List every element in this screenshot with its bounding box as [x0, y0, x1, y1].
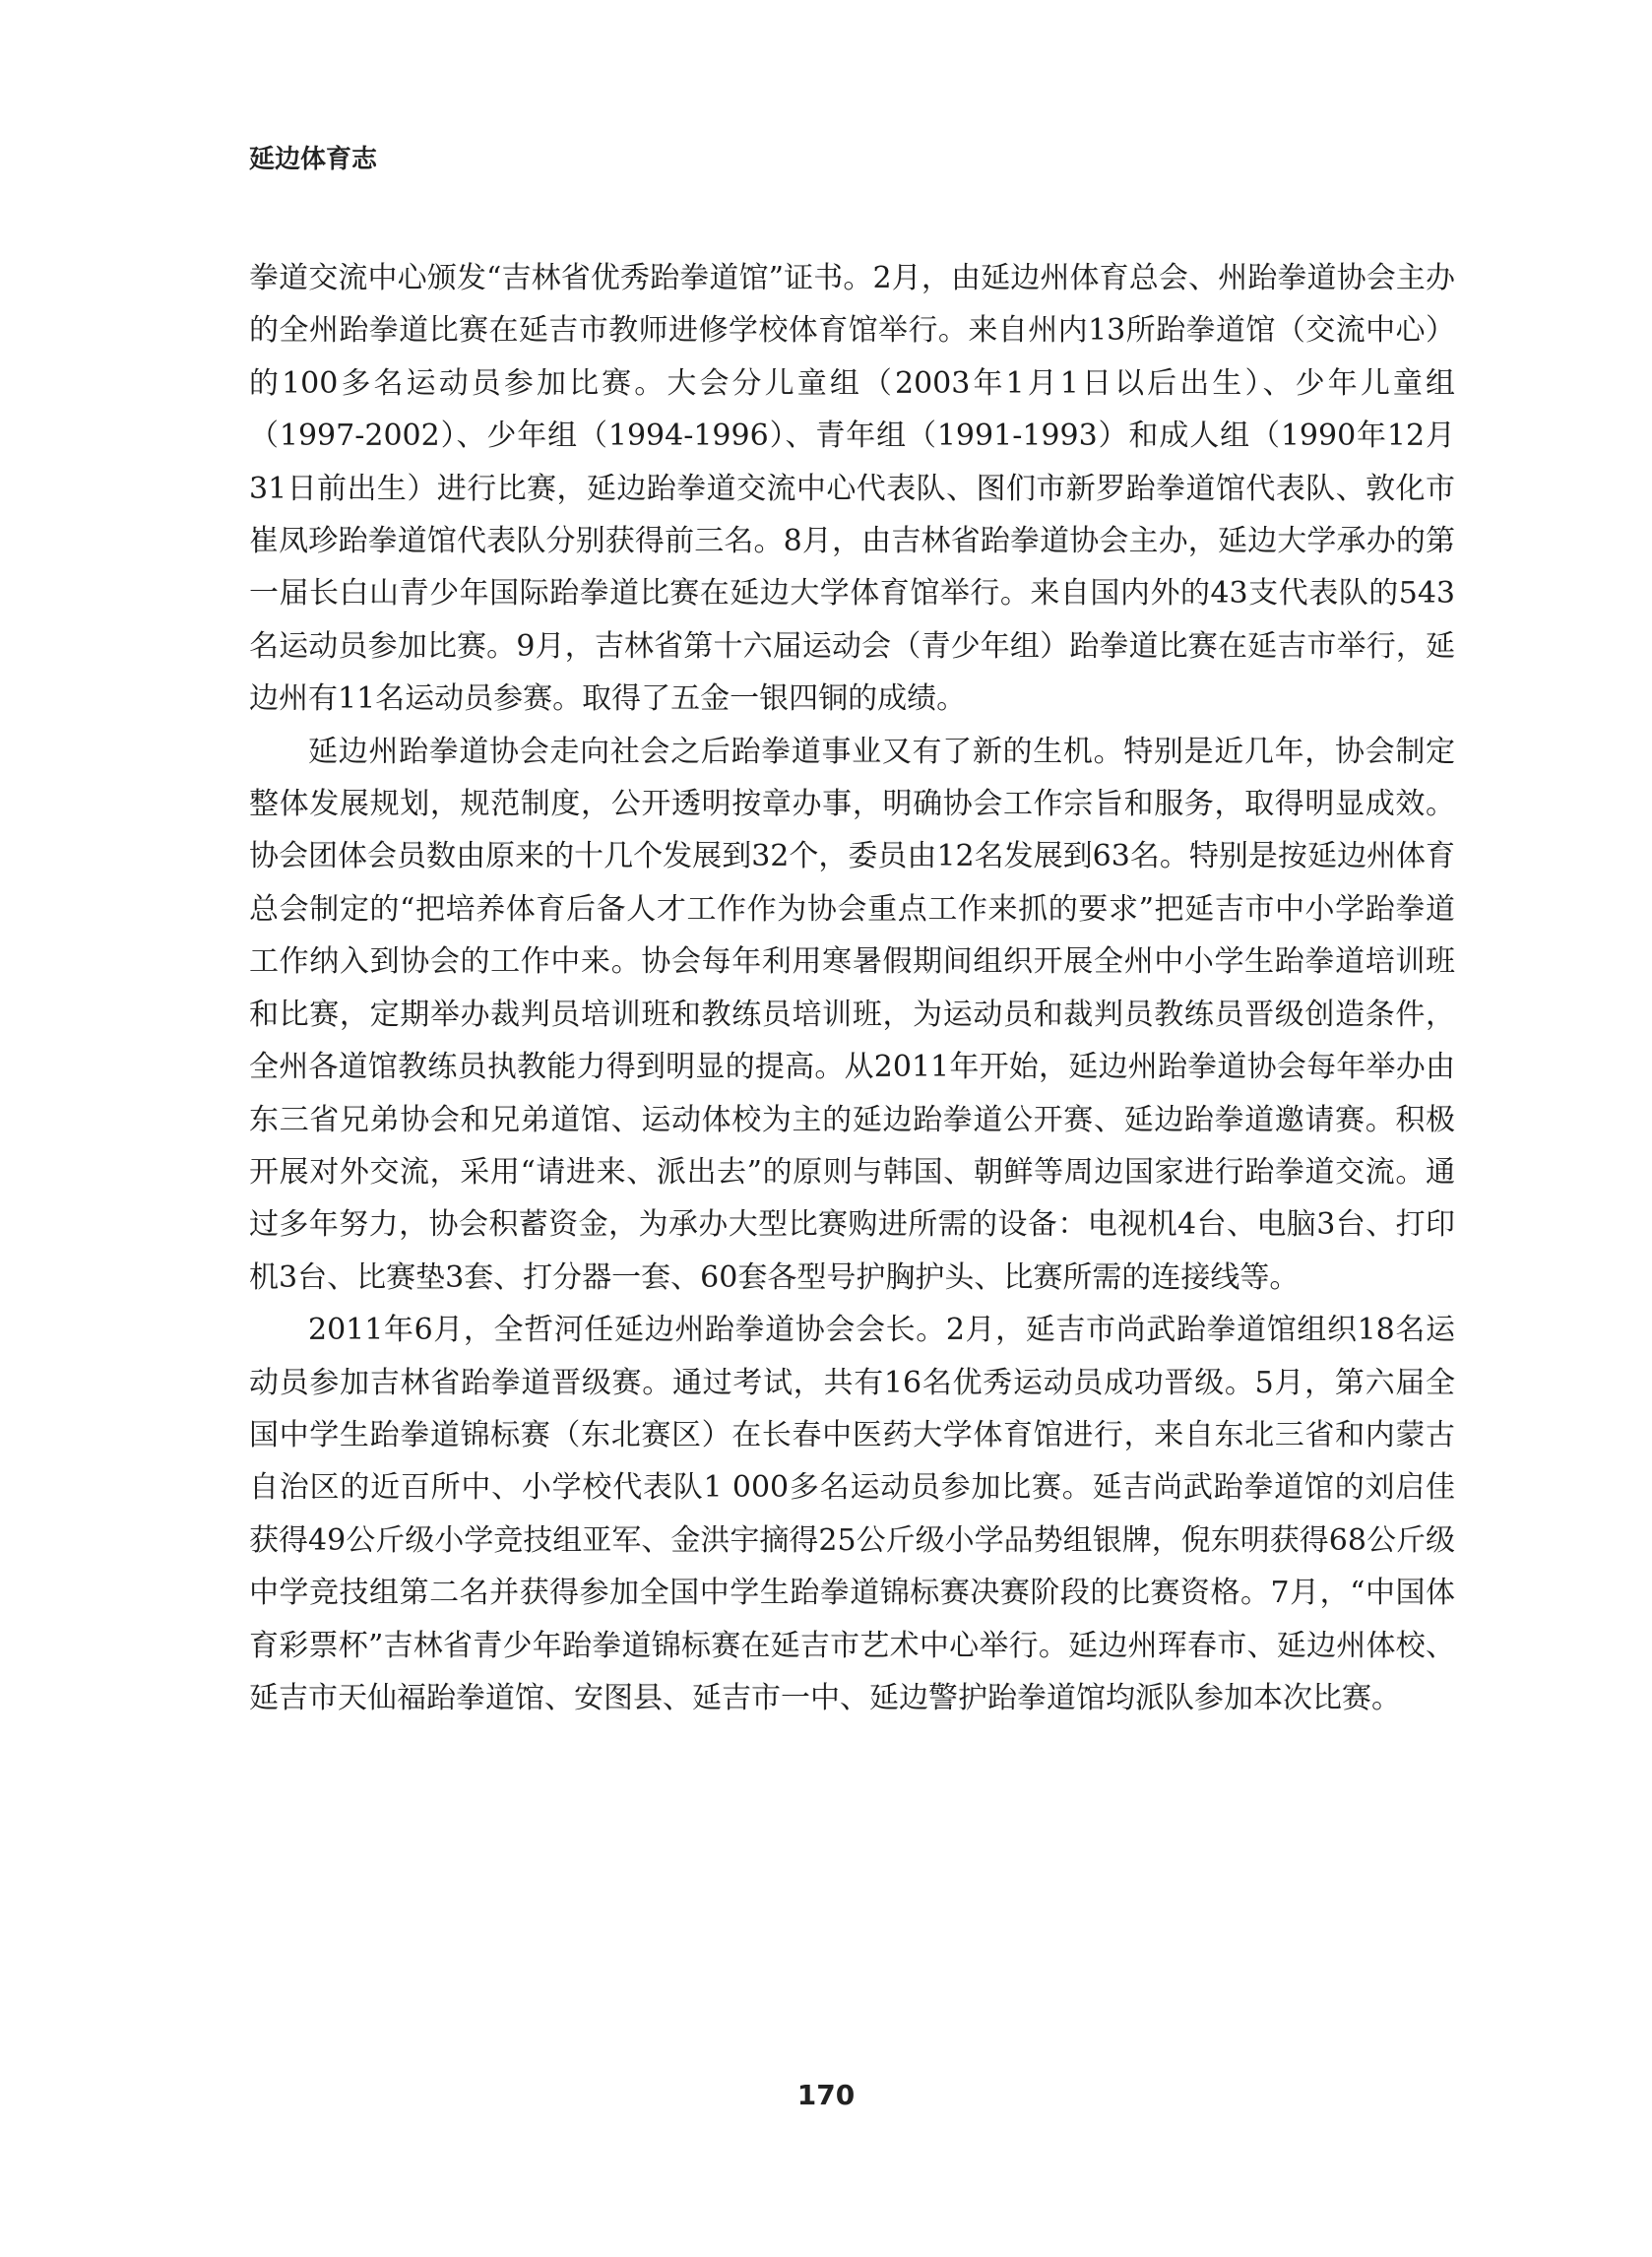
paragraph-association-development: 延边州跆拳道协会走向社会之后跆拳道事业又有了新的生机。特别是近几年，协会制定整体发展规划，规范制度，公开透明按章办事，明确协会工作宗旨和服务，取得明显成效。协会团体会员数由原来的十几个发展到32个，委员由12名发展到63名。特别是按延边州体育总会制定的“把培养体育后备人才工作作为协会重点工作来抓的要求”把延吉市中小学跆拳道工作纳入到协会的工作中来。协会每年利用寒暑假期间组织开展全州中小学生跆拳道培训班和比赛，定期举办裁判员培训班和教练员培训班，为运动员和裁判员教练员晋级创造条件，全州各道馆教练员执教能力得到明显的提高。从2011年开始，延边州跆拳道协会每年举办由东三省兄弟协会和兄弟道馆、运动体校为主的延边跆拳道公开赛、延边跆拳道邀请赛。积极开展对外交流，采用“请进来、派出去”的原则与韩国、朝鲜等周边国家进行跆拳道交流。通过多年努力，协会积蓄资金，为承办大型比赛购进所需的设备：电视机4台、电脑3台、打印机3台、比赛垫3套、打分器一套、60套各型号护胸护头、比赛所需的连接线等。 — [249, 734, 1455, 1295]
paragraph-2011-events: 2011年6月，全哲河任延边州跆拳道协会会长。2月，延吉市尚武跆拳道馆组织18名运动员参加吉林省跆拳道晋级赛。通过考试，共有16名优秀运动员成功晋级。5月，第六届全国中学生跆拳道锦标赛（东北赛区）在长春中医药大学体育馆进行，来自东北三省和内蒙古自治区的近百所中、小学校代表队1 000多名运动员参加比赛。延吉尚武跆拳道馆的刘启佳获得49公斤级小学竞技组亚军、金洪宇摘得25公斤级小学品势组银牌，倪东明获得68公斤级中学竞技组第二名并获得参加全国中学生跆拳道锦标赛决赛阶段的比赛资格。7月，“中国体育彩票杯”吉林省青少年跆拳道锦标赛在延吉市艺术中心举行。延边州珲春市、延边州体校、延吉市天仙福跆拳道馆、安图县、延吉市一中、延边警护跆拳道馆均派队参加本次比赛。 — [249, 1313, 1455, 1715]
running-header: 延边体育志 — [249, 145, 378, 174]
page-number: 170 — [796, 2079, 856, 2111]
paragraph-continued: 拳道交流中心颁发“吉林省优秀跆拳道馆”证书。2月，由延边州体育总会、州跆拳道协会主办的全州跆拳道比赛在延吉市教师进修学校体育馆举行。来自州内13所跆拳道馆（交流中心）的100多名运动员参加比赛。大会分儿童组（2003年1月1日以后出生）、少年儿童组（1997-2002）、少年组（1994-1996）、青年组（1991-1993）和成人组（1990年12月31日前出生）进行比赛，延边跆拳道交流中心代表队、图们市新罗跆拳道馆代表队、敦化市崔凤珍跆拳道馆代表队分别获得前三名。8月，由吉林省跆拳道协会主办，延边大学承办的第一届长白山青少年国际跆拳道比赛在延边大学体育馆举行。来自国内外的43支代表队的543名运动员参加比赛。9月，吉林省第十六届运动会（青少年组）跆拳道比赛在延吉市举行，延边州有11名运动员参赛。取得了五金一银四铜的成绩。 — [249, 261, 1455, 717]
body-text — [249, 252, 1455, 1724]
